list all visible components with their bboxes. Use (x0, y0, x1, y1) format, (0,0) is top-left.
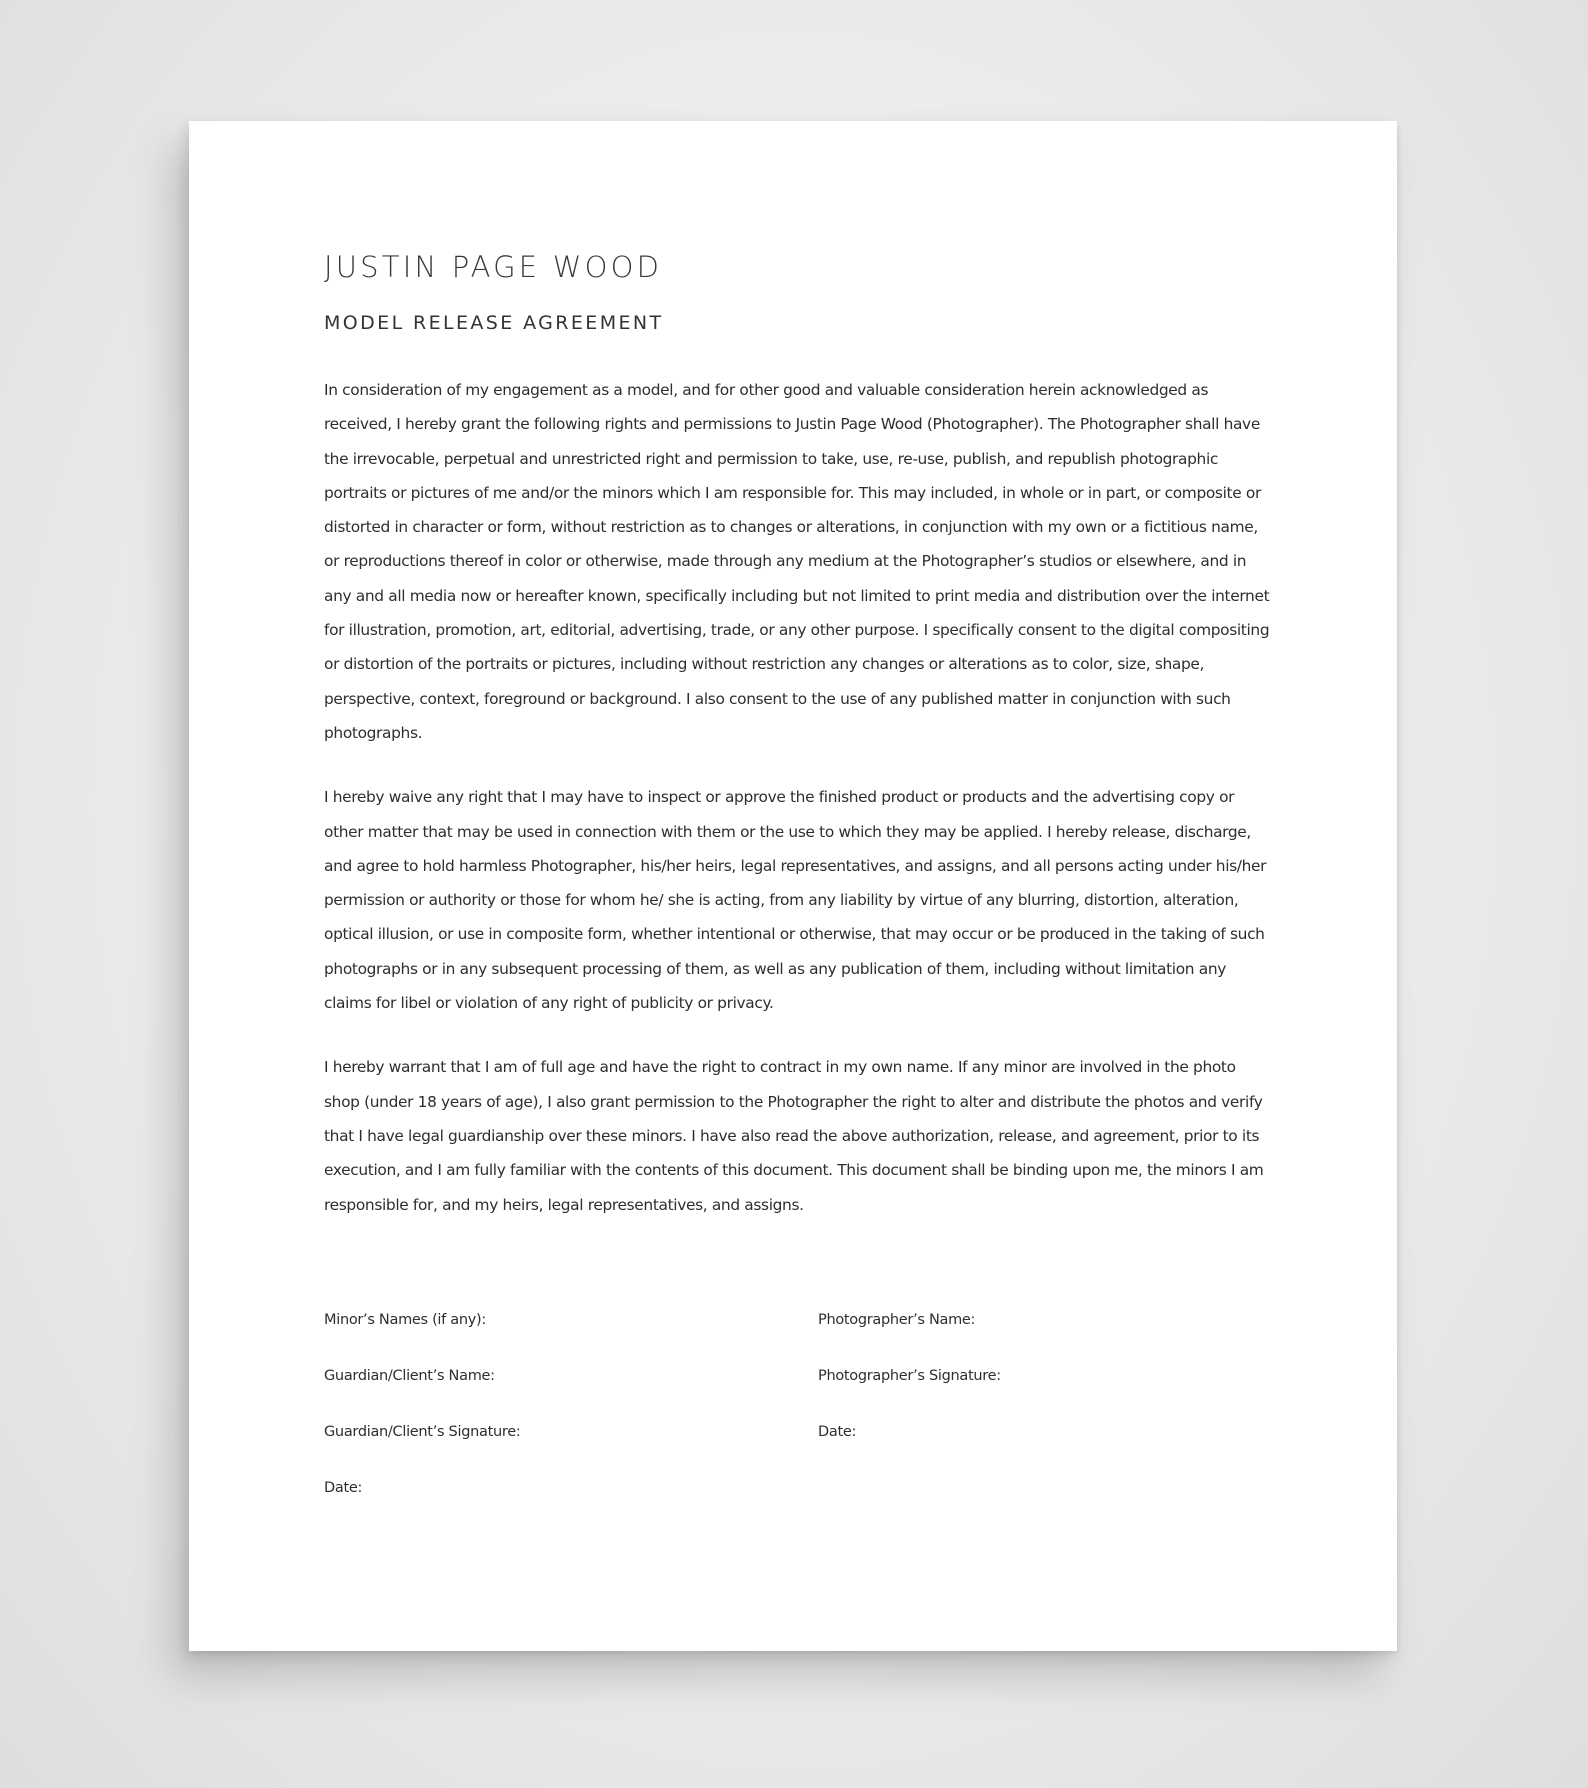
paragraph-warranty: I hereby warrant that I am of full age and have the right to contract in my own name. If any minor are involved in the photo shop (under 18 years of age), I also grant permission to the Photographer the right to alter and distribute the photos and verify that I have legal guardianship over these minors. I have also read the above authorization, release, and agreement, prior to its execution, and I am fully familiar with the contents of this document. This document shall be binding upon me, the minors I am responsible for, and my heirs, legal representatives, and assigns. (324, 1058, 1264, 1214)
signature-column-photographer (818, 1311, 1001, 1479)
brand-name: JUSTIN PAGE WOOD (324, 250, 663, 284)
field-minor-names: Minor’s Names (if any): (324, 1312, 486, 1328)
field-photographer-signature: Photographer’s Signature: (818, 1368, 1001, 1384)
field-guardian-signature: Guardian/Client’s Signature: (324, 1424, 521, 1440)
paragraph-waiver: I hereby waive any right that I may have to inspect or approve the finished product or products and the advertising copy or other matter that may be used in connection with them or the use to which they may be applied. I hereby release, discharge, and agree to hold harmless Photographer, his/her heirs, legal representatives, and assigns, and all persons acting under his/her permission or authority or those for whom he/ she is acting, from any liability by virtue of any blurring, distortion, alteration, optical illusion, or use in composite form, whether intentional or otherwise, that may occur or be produced in the taking of such photographs or in any subsequent processing of them, as well as any publication of them, including without limitation any claims for libel or violation of any right of publicity or privacy. (324, 788, 1267, 1013)
field-guardian-name: Guardian/Client’s Name: (324, 1368, 495, 1384)
document-page (189, 121, 1397, 1651)
signature-column-client (324, 1311, 520, 1535)
paragraph-consideration: In consideration of my engagement as a model, and for other good and valuable consideration herein acknowledged as received, I hereby grant the following rights and permissions to Justin Page Wood (Photographer). The Photographer shall have the irrevocable, perpetual and unrestricted right and permission to take, use, re-use, publish, and republish photographic portraits or pictures of me and/or the minors which I am responsible for. This may included, in whole or in part, or composite or distorted in character or form, without restriction as to changes or alterations, in conjunction with my own or a fictitious name, or reproductions thereof in color or otherwise, made through any medium at the Photographer’s studios or elsewhere, and in any and all media now or hereafter known, specifically including but not limited to print media and distribution over the internet for illustration, promotion, art, editorial, advertising, trade, or any other purpose. I specifically consent to the digital compositing or distortion of the portraits or pictures, including without restriction any changes or alterations as to color, size, shape, perspective, context, foreground or background. I also consent to the use of any published matter in conjunction with such photographs. (324, 381, 1270, 742)
field-client-date: Date: (324, 1480, 363, 1496)
document-title: MODEL RELEASE AGREEMENT (324, 312, 664, 334)
agreement-body (324, 373, 1274, 1222)
field-photographer-name: Photographer’s Name: (818, 1312, 976, 1328)
field-photographer-date: Date: (818, 1424, 857, 1440)
document-content (324, 250, 1274, 1222)
